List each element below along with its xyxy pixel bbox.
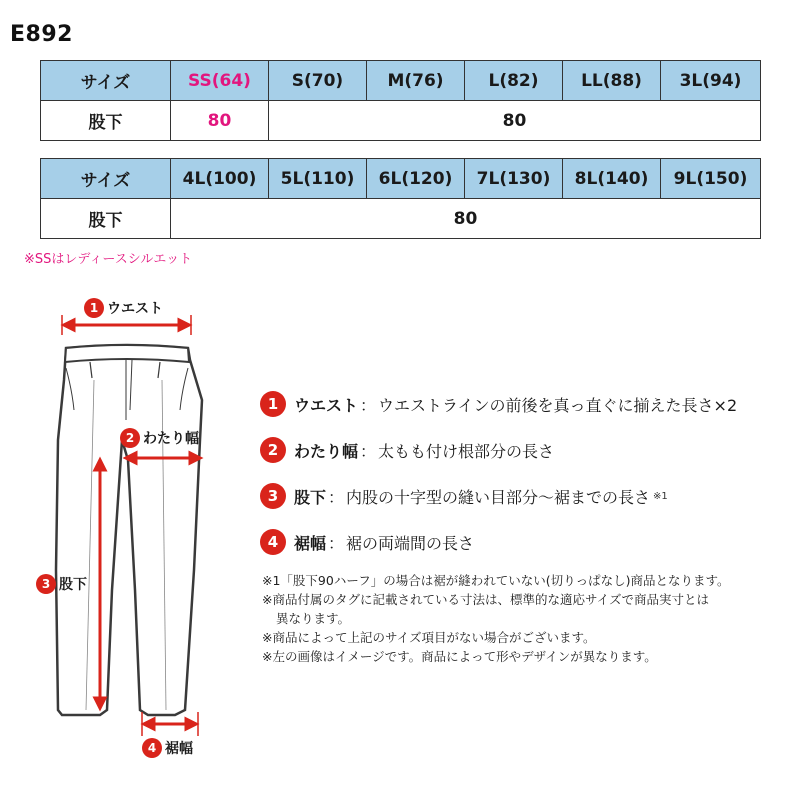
note-line: 異なります。 <box>276 611 351 626</box>
inseam-value: 80 <box>171 199 761 239</box>
size-cell: L(82) <box>465 61 563 101</box>
inseam-label-text: 股下 <box>59 577 87 593</box>
size-cell: 9L(150) <box>661 159 761 199</box>
size-cell: 3L(94) <box>661 61 761 101</box>
size-cell: 6L(120) <box>367 159 465 199</box>
measurement-definitions <box>260 390 790 574</box>
footnote-mark: ※1 <box>653 490 668 502</box>
definition-term: わたり幅 <box>294 441 359 461</box>
size-cell: 4L(100) <box>171 159 269 199</box>
definition-number: 2 <box>260 437 286 463</box>
definition-inseam <box>260 482 790 510</box>
size-header-row <box>41 159 761 199</box>
definition-description: 裾の両端間の長さ <box>346 533 475 553</box>
size-cell: 7L(130) <box>465 159 563 199</box>
product-code: E892 <box>10 22 73 47</box>
pants-outline <box>56 345 202 715</box>
definition-term: 股下 <box>294 487 327 507</box>
pants-illustration <box>0 290 260 800</box>
number-marker-1: 1 <box>84 298 104 318</box>
definition-separator: ： <box>328 533 345 553</box>
definition-number: 3 <box>260 483 286 509</box>
inseam-label-cell: 股下 <box>41 101 171 141</box>
size-label-cell: サイズ <box>41 61 171 101</box>
note-line: ※左の画像はイメージです。商品によって形やデザインが異なります。 <box>262 649 657 664</box>
definition-hem-width <box>260 528 790 556</box>
size-table-2 <box>40 158 761 239</box>
definition-number: 4 <box>260 529 286 555</box>
inseam-ss-value: 80 <box>171 101 269 141</box>
size-table-1 <box>40 60 761 141</box>
size-cell: 5L(110) <box>269 159 367 199</box>
definition-thigh-width <box>260 436 790 464</box>
thigh-width-label-text: わたり幅 <box>143 431 199 447</box>
definition-term: 裾幅 <box>294 533 327 553</box>
inseam-label-cell: 股下 <box>41 199 171 239</box>
number-marker-4: 4 <box>142 738 162 758</box>
note-line: ※1「股下90ハーフ」の場合は裾が縫われていない(切りっぱなし)商品となります。 <box>262 573 730 588</box>
note-line: ※商品付属のタグに記載されている寸法は、標準的な適応サイズで商品実寸とは <box>262 592 709 607</box>
thigh-width-label <box>120 428 199 448</box>
size-label-cell: サイズ <box>41 159 171 199</box>
waist-label <box>84 298 163 318</box>
number-marker-2: 2 <box>120 428 140 448</box>
notes <box>262 571 782 666</box>
inseam-row <box>41 199 761 239</box>
size-cell: M(76) <box>367 61 465 101</box>
definition-separator: ： <box>360 395 377 415</box>
inseam-label <box>36 574 87 594</box>
definition-separator: ： <box>328 487 345 507</box>
hem-width-label <box>142 738 193 758</box>
pants-diagram <box>0 290 260 800</box>
definition-separator: ： <box>360 441 377 461</box>
ss-silhouette-note: ※SSはレディースシルエット <box>24 252 193 267</box>
size-header-row <box>41 61 761 101</box>
definition-number: 1 <box>260 391 286 417</box>
note-line: ※商品によって上記のサイズ項目がない場合がございます。 <box>262 630 596 645</box>
inseam-row <box>41 101 761 141</box>
inseam-value: 80 <box>269 101 761 141</box>
size-ss-cell: SS(64) <box>171 61 269 101</box>
size-cell: LL(88) <box>563 61 661 101</box>
waist-arrow <box>62 315 191 335</box>
definition-description: 太もも付け根部分の長さ <box>378 441 555 461</box>
size-cell: 8L(140) <box>563 159 661 199</box>
definition-description: ウエストラインの前後を真っ直ぐに揃えた長さ×2 <box>378 395 738 415</box>
number-marker-3: 3 <box>36 574 56 594</box>
definition-waist <box>260 390 790 418</box>
definition-term: ウエスト <box>294 395 359 415</box>
size-cell: S(70) <box>269 61 367 101</box>
hem-width-label-text: 裾幅 <box>165 741 193 757</box>
waist-label-text: ウエスト <box>107 301 163 317</box>
definition-description: 内股の十字型の縫い目部分〜裾までの長さ <box>346 487 651 507</box>
